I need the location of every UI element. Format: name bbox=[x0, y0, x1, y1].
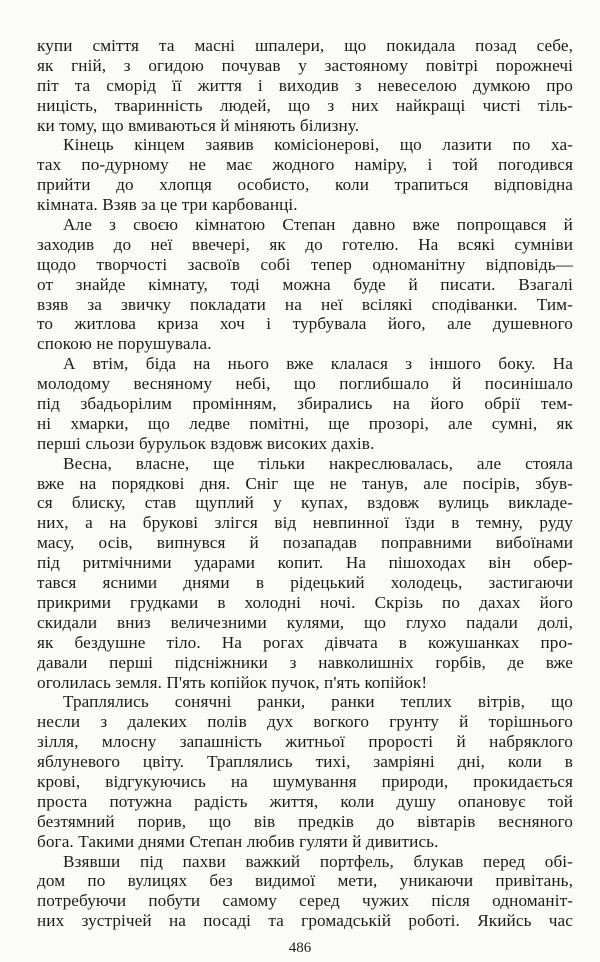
text-line: перші сльози бурульок вздовж високих дахів. bbox=[37, 433, 375, 453]
text-line: яблуневого цвіту. Траплялись тихі, замріяні дні, коли в bbox=[37, 752, 573, 772]
text-line: взяв за звичку покладати на неї всілякі сподіванки. Тим- bbox=[37, 294, 573, 314]
text-line: як бездушне тіло. На рогах дівчата в кожушанках про- bbox=[37, 632, 573, 652]
paragraph bbox=[37, 354, 573, 453]
text-line: щодо творчості засвоїв собі тепер одноманітну відповідь— bbox=[37, 254, 573, 274]
text-line: потребуючи побути самому серед чужих після одноманіт- bbox=[37, 891, 573, 911]
text-line: спокою не порушувала. bbox=[37, 334, 212, 354]
page-number: 486 bbox=[288, 940, 312, 956]
text-line: крові, відгукуючись на шумування природи, прокидається bbox=[37, 771, 573, 791]
page-body-text bbox=[37, 36, 573, 931]
text-line: то житлова криза хоч і турбувала його, але душевного bbox=[37, 314, 573, 334]
text-line: тах по-дурному не має жодного наміру, і той погодився bbox=[37, 155, 573, 175]
text-line: під збадьорілим промінням, збирались на його обрії тем- bbox=[37, 394, 573, 414]
text-line: них, а на брукові злігся від невпинної їзди в темну, руду bbox=[37, 513, 573, 533]
text-line: піт та сморід її життя і виходив з невеселою думкою про bbox=[37, 75, 573, 95]
paragraph bbox=[37, 135, 573, 215]
text-line: під ритмічними ударами копит. На пішоходах він обер- bbox=[37, 553, 573, 573]
text-line: оголилась земля. П'ять копійок пучок, п'ять копійок! bbox=[37, 672, 428, 692]
text-line: Взявши під пахви важкий портфель, блукав перед обі- bbox=[63, 851, 573, 871]
text-line: кімната. Взяв за це три карбованці. bbox=[37, 195, 298, 215]
text-line: молодому весняному небі, що поглибшало й посинішало bbox=[37, 374, 573, 394]
paragraph bbox=[37, 692, 573, 851]
text-line: безтямний порив, що вів предків до вівтарів весняного bbox=[37, 811, 573, 831]
text-line: заходив до неї ввечері, як до готелю. На всякі сумніви bbox=[37, 234, 573, 254]
text-line: ся блиску, став щуплий у купах, вздовж вулиць викладе- bbox=[37, 493, 573, 513]
text-line: А втім, біда на нього вже клалася з іншого боку. На bbox=[63, 354, 573, 374]
text-line: Траплялись сонячні ранки, ранки теплих вітрів, що bbox=[63, 692, 573, 712]
text-line: от знайде кімнату, тоді можна буде й писати. Взагалі bbox=[37, 274, 573, 294]
text-line: скидали вниз величезними кулями, що глухо падали долі, bbox=[37, 612, 573, 632]
text-line: Але з своєю кімнатою Степан давно вже попрощався й bbox=[63, 215, 573, 235]
text-line: Весна, власне, ще тільки накреслювалась, але стояла bbox=[63, 453, 573, 473]
paragraph bbox=[37, 852, 573, 932]
paragraph bbox=[37, 454, 573, 693]
text-line: як гній, з огидою почував у застояному повітрі порожнечі bbox=[37, 55, 573, 75]
text-line: ки тому, що вмиваються й міняють білизну. bbox=[37, 115, 360, 135]
text-line: тався ясними днями в рідецький холодець, застигаючи bbox=[37, 573, 573, 593]
text-line: Кінець кінцем заявив комісіонерові, що лазити по ха- bbox=[63, 135, 573, 155]
text-line: вже на порядкові дня. Сніг ще не танув, але посірів, збув- bbox=[37, 473, 573, 493]
paragraph bbox=[37, 36, 573, 135]
text-line: них зустрічей на посаді та громадській роботі. Якийсь час bbox=[37, 911, 573, 931]
text-line: зілля, млосну запашність житньої прорості й набряклого bbox=[37, 732, 573, 752]
text-line: масу, осів, випнувся й позападав поправними вибоїнами bbox=[37, 533, 573, 553]
text-line: купи сміття та масні шпалери, що покидала позад себе, bbox=[37, 36, 573, 55]
text-line: прийти до хлопця особисто, коли трапиться відповідна bbox=[37, 175, 573, 195]
text-line: дом по вулицях без видимої мети, уникаючи привітань, bbox=[37, 871, 573, 891]
text-line: прикрими грудками в холодні ночі. Скрізь по дахах його bbox=[37, 592, 573, 612]
text-line: ні хмарки, що ледве помітні, ще прозорі, але сумні, як bbox=[37, 413, 573, 433]
text-line: ницість, тваринність людей, що з них найкращі чисті тіль- bbox=[37, 95, 573, 115]
text-line: давали перші підсніжники з навколишніх горбів, де вже bbox=[37, 652, 573, 672]
text-line: проста потужна радість життя, коли душу опановує той bbox=[37, 791, 573, 811]
text-line: несли з далеких полів дух вогкого грунту й торішнього bbox=[37, 712, 573, 732]
text-line: бога. Такими днями Степан любив гуляти й дивитись. bbox=[37, 831, 439, 851]
paragraph bbox=[37, 215, 573, 354]
